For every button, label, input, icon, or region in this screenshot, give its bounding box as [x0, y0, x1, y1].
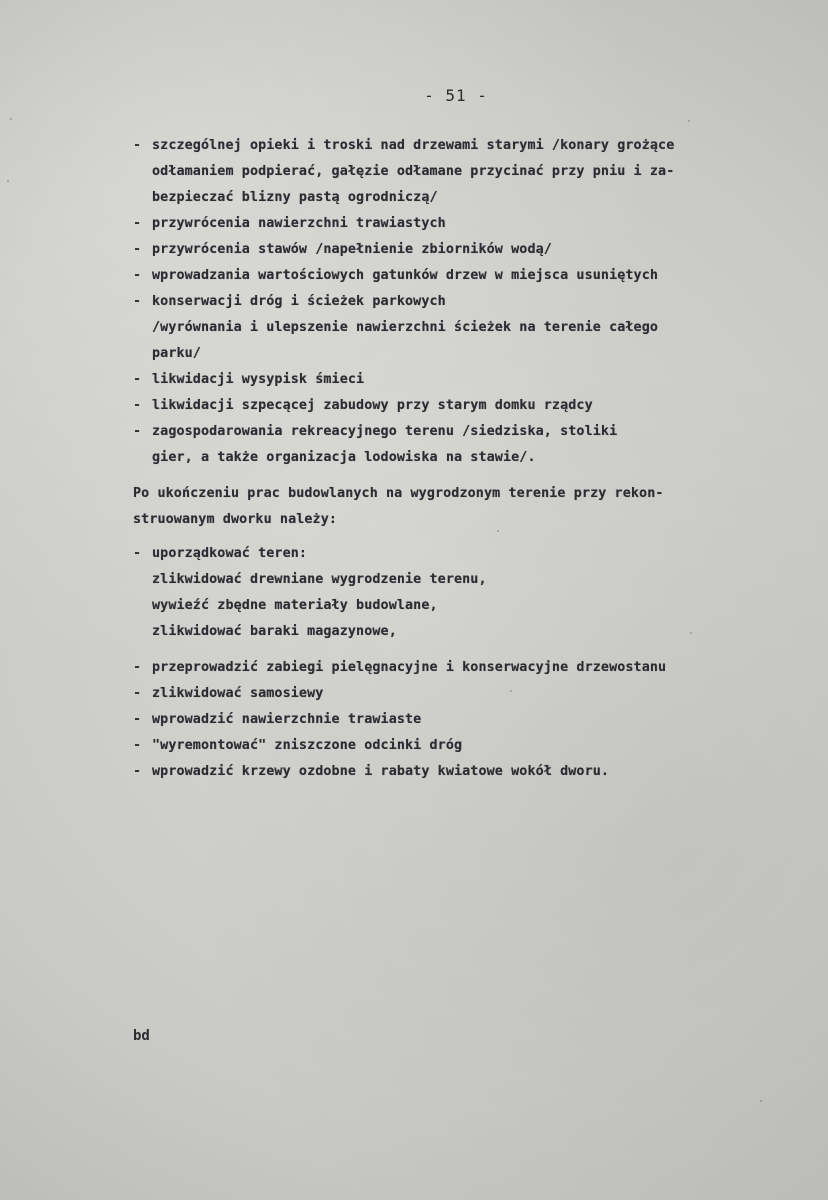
list-bullet: -: [133, 216, 142, 231]
page-number: - 51 -: [424, 86, 488, 105]
list-item-line: konserwacji dróg i ścieżek parkowych: [152, 294, 446, 309]
list-item-line: zlikwidować samosiewy: [152, 686, 324, 701]
list-item-line: szczególnej opieki i troski nad drzewami starymi /konary grożące: [152, 138, 675, 153]
list-item-line: przywrócenia nawierzchni trawiastych: [152, 216, 446, 231]
list-bullet: -: [133, 424, 142, 439]
list-item-line: zlikwidować baraki magazynowe,: [152, 624, 397, 639]
list-item-line: wprowadzić krzewy ozdobne i rabaty kwiatowe wokół dworu.: [152, 764, 610, 779]
list-item-line: zagospodarowania rekreacyjnego terenu /siedziska, stoliki: [152, 424, 618, 439]
typist-initials: bd: [133, 1028, 150, 1044]
paragraph-line: struowanym dworku należy:: [133, 512, 338, 527]
list-item-line: wywieźć zbędne materiały budowlane,: [152, 598, 438, 613]
list-item-line: bezpieczać blizny pastą ogrodniczą/: [152, 190, 438, 205]
list-bullet: -: [133, 268, 142, 283]
list-item-line: wprowadzić nawierzchnie trawiaste: [152, 712, 422, 727]
list-item-line: przeprowadzić zabiegi pielęgnacyjne i konserwacyjne drzewostanu: [152, 660, 667, 675]
list-bullet: -: [133, 686, 142, 701]
list-bullet: -: [133, 398, 142, 413]
list-bullet: -: [133, 372, 142, 387]
list-item-line: parku/: [152, 346, 201, 361]
list-item-line: gier, a także organizacja lodowiska na stawie/.: [152, 450, 536, 465]
list-item-line: uporządkować teren:: [152, 546, 308, 561]
paper-speck: [510, 690, 512, 692]
paper-speck: [497, 530, 499, 532]
list-bullet: -: [133, 138, 142, 153]
list-bullet: -: [133, 294, 142, 309]
paper-speck: [690, 632, 692, 634]
list-bullet: -: [133, 712, 142, 727]
list-item-line: likwidacji wysypisk śmieci: [152, 372, 365, 387]
paper-speck: [688, 120, 690, 122]
list-item-line: odłamaniem podpierać, gałęzie odłamane przycinać przy pniu i za-: [152, 164, 675, 179]
list-item-line: "wyremontować" zniszczone odcinki dróg: [152, 738, 463, 753]
list-bullet: -: [133, 546, 142, 561]
paper-speck: [760, 1100, 762, 1102]
list-bullet: -: [133, 738, 142, 753]
list-item-line: likwidacji szpecącej zabudowy przy starym domku rządcy: [152, 398, 593, 413]
paper-speck: [10, 118, 12, 120]
list-bullet: -: [133, 242, 142, 257]
list-item-line: przywrócenia stawów /napełnienie zbiorników wodą/: [152, 242, 552, 257]
list-item-line: wprowadzania wartościowych gatunków drzew w miejsca usuniętych: [152, 268, 659, 283]
list-item-line: /wyrównania i ulepszenie nawierzchni ścieżek na terenie całego: [152, 320, 659, 335]
paragraph-line: Po ukończeniu prac budowlanych na wygrodzonym terenie przy rekon-: [133, 486, 664, 501]
list-item-line: zlikwidować drewniane wygrodzenie terenu,: [152, 572, 487, 587]
paper-speck: [7, 180, 9, 182]
list-bullet: -: [133, 764, 142, 779]
list-bullet: -: [133, 660, 142, 675]
